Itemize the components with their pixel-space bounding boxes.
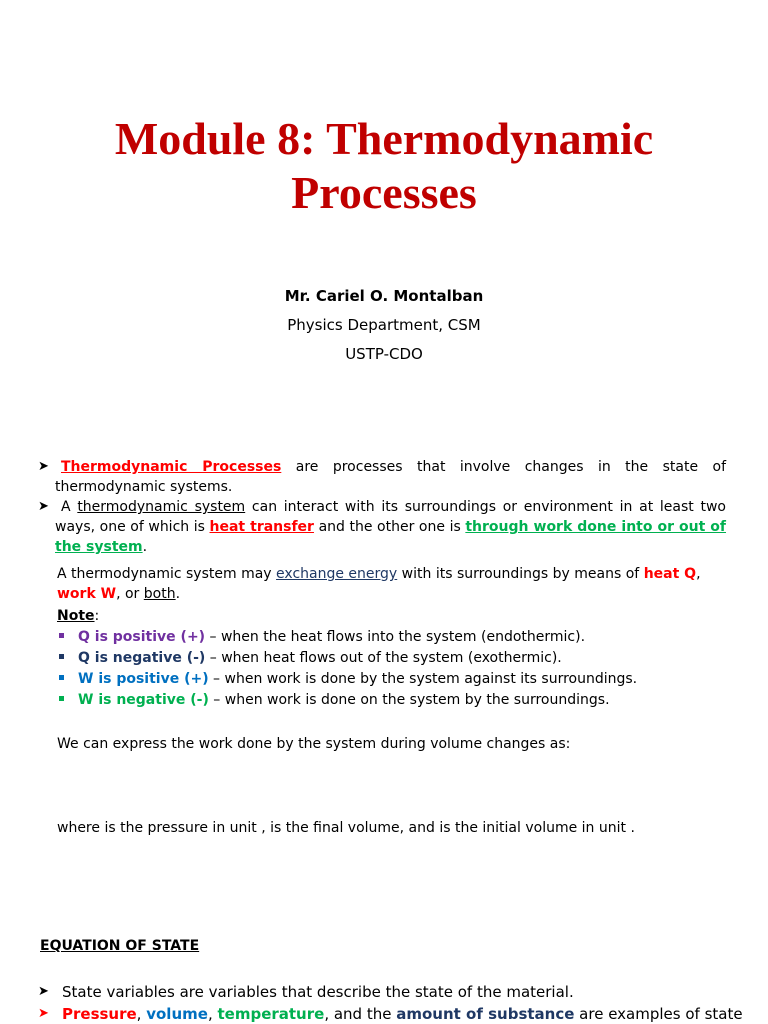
- note-word: Note: [57, 608, 95, 624]
- sign-term: W is negative (-): [78, 692, 209, 708]
- list-item: [57, 627, 727, 648]
- sign-convention-list: [57, 627, 727, 711]
- sign-term: Q is positive (+): [78, 629, 206, 645]
- sign-desc: – when the heat flows into the system (endothermic).: [205, 629, 586, 645]
- author-name: Mr. Cariel O. Montalban: [284, 287, 484, 305]
- square-bullet-icon: [59, 696, 64, 701]
- exchange-text-2: with its surroundings by means of: [401, 566, 640, 582]
- term-heat-q: heat Q: [643, 566, 697, 582]
- term-thermodynamic-processes: Thermodynamic Processes: [61, 459, 282, 475]
- title-line-1: Module 8: Thermodynamic: [114, 113, 654, 164]
- exchange-end: .: [175, 586, 181, 602]
- bullet-thermodynamic-processes: [38, 457, 726, 497]
- sign-desc: – when heat flows out of the system (exothermic).: [205, 650, 562, 666]
- term-both: both: [143, 586, 176, 602]
- term-temperature: temperature: [217, 1005, 325, 1023]
- term-work-w: work W: [57, 586, 117, 602]
- list-item: [57, 648, 727, 669]
- bullet-end: .: [142, 539, 148, 555]
- bullet-text-1: can interact with its surroundings or environment in at least two ways, one of which is: [55, 499, 727, 535]
- bullet-state-variables: [38, 982, 726, 1002]
- bullet-body: [55, 497, 726, 557]
- list-item: [57, 669, 727, 690]
- list-item: [57, 690, 727, 711]
- bullet-lead: A: [61, 499, 71, 515]
- bullet-examples: [38, 1004, 743, 1024]
- author-institution: USTP-CDO: [345, 345, 423, 363]
- term-work-done: through work done into or out of the system: [55, 519, 727, 555]
- section-heading: EQUATION OF STATE: [40, 938, 200, 954]
- bullet-text: are processes that involve changes in the state of thermodynamic systems.: [55, 459, 726, 495]
- square-bullet-icon: [59, 633, 64, 638]
- exchange-energy-link[interactable]: exchange energy: [276, 566, 398, 582]
- bullet-body: [62, 1004, 743, 1024]
- work-expression-intro: We can express the work done by the system during volume changes as:: [57, 736, 571, 752]
- exchange-comma: ,: [696, 566, 701, 582]
- term-volume: volume: [146, 1005, 208, 1023]
- title-line-2: Processes: [291, 167, 477, 218]
- arrow-bullet-icon: ➤: [38, 459, 49, 474]
- examples-rest: are examples of state: [574, 1005, 743, 1023]
- bullet-body: [55, 457, 726, 497]
- sign-desc: – when work is done on the system by the surroundings.: [208, 692, 610, 708]
- arrow-bullet-icon: ➤: [38, 499, 49, 514]
- separator: ,: [207, 1005, 218, 1023]
- where-paragraph: where is the pressure in unit , is the final volume, and is the initial volume in unit .: [57, 820, 635, 836]
- separator: , and the: [324, 1005, 397, 1023]
- note-colon: :: [94, 608, 100, 624]
- author-department: Physics Department, CSM: [287, 316, 481, 334]
- separator: ,: [136, 1005, 147, 1023]
- term-amount-of-substance: amount of substance: [396, 1005, 575, 1023]
- sign-term: W is positive (+): [78, 671, 209, 687]
- arrow-bullet-icon: ➤: [38, 1006, 49, 1021]
- arrow-bullet-icon: ➤: [38, 984, 49, 999]
- term-thermodynamic-system: thermodynamic system: [77, 499, 246, 515]
- exchange-text-1: A thermodynamic system may: [57, 566, 272, 582]
- bullet-thermodynamic-system: [38, 497, 726, 557]
- note-label: [57, 606, 727, 626]
- exchange-text-3: , or: [116, 586, 140, 602]
- term-pressure: Pressure: [62, 1005, 137, 1023]
- term-heat-transfer: heat transfer: [209, 519, 314, 535]
- sign-desc: – when work is done by the system against its surroundings.: [208, 671, 638, 687]
- author-block: [0, 282, 768, 369]
- square-bullet-icon: [59, 675, 64, 680]
- exchange-energy-paragraph: [57, 564, 727, 604]
- bullet-body: State variables are variables that describe the state of the material.: [62, 983, 574, 1001]
- bullet-text-2: and the other one is: [318, 519, 461, 535]
- module-title: [0, 112, 768, 220]
- square-bullet-icon: [59, 654, 64, 659]
- sign-term: Q is negative (-): [78, 650, 206, 666]
